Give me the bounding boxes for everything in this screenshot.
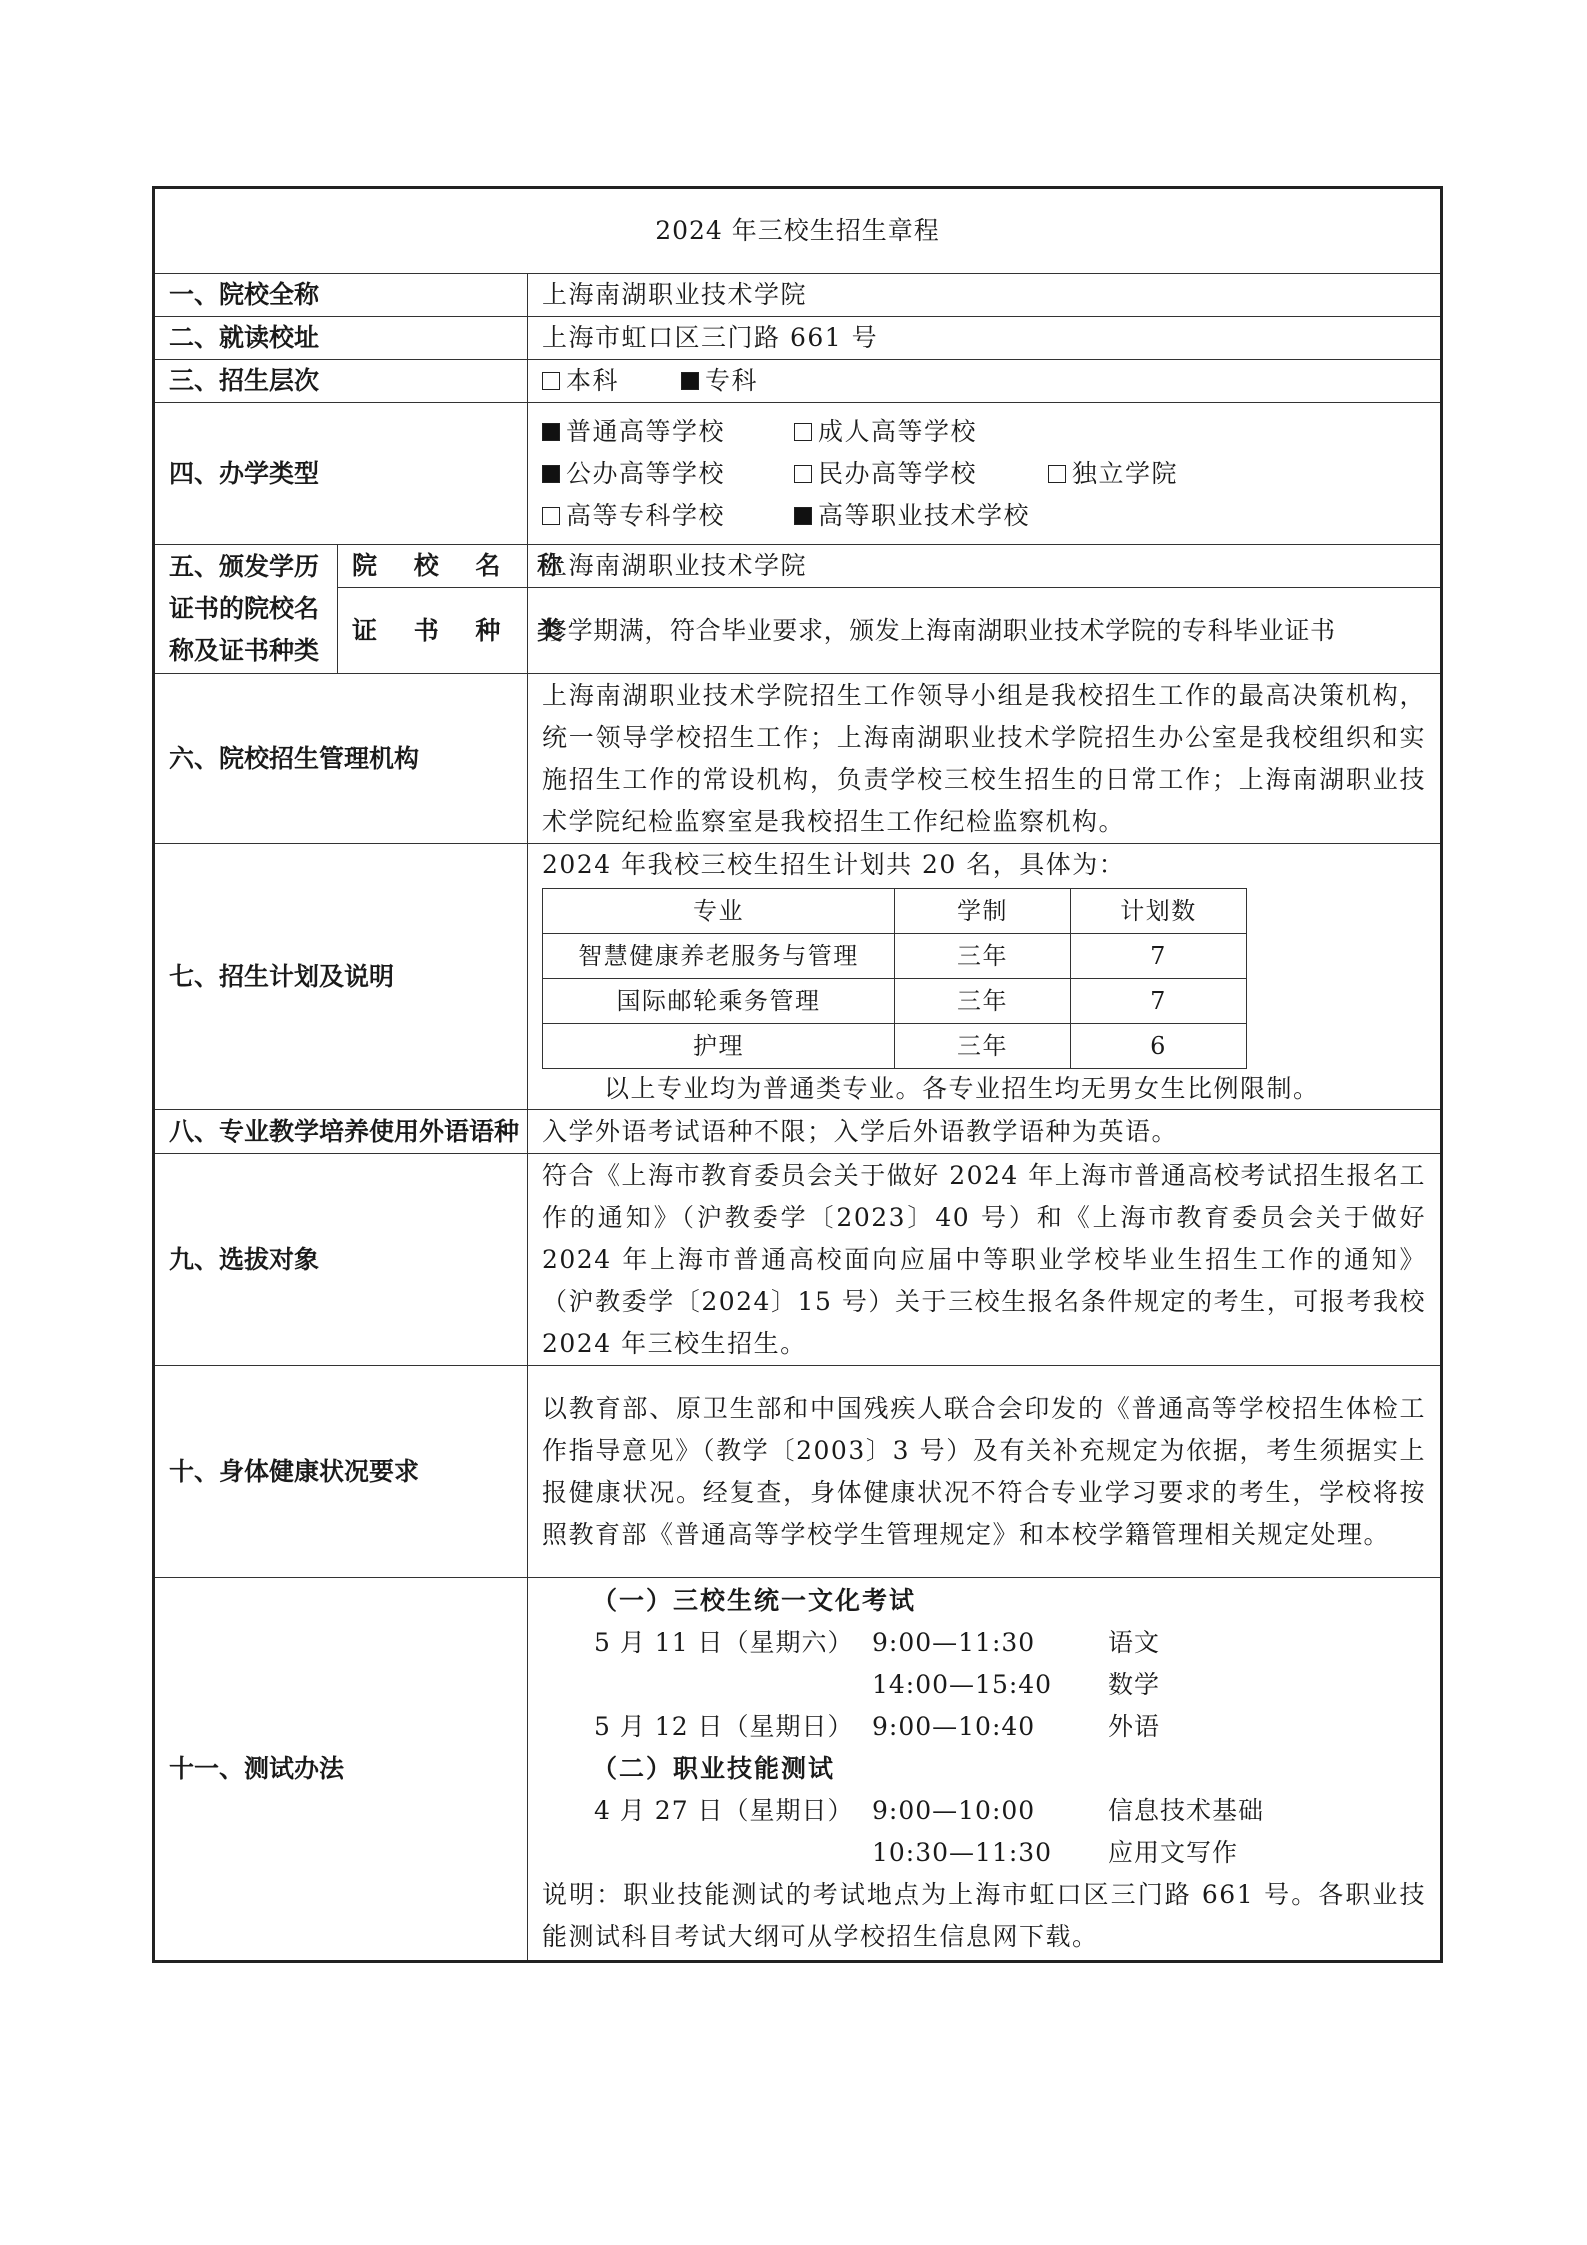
foreign-language-text: 入学外语考试语种不限；入学后外语教学语种为英语。: [528, 1110, 1442, 1154]
schedule-subject: 应用文写作: [1108, 1838, 1239, 1867]
health-requirement-text: 以教育部、原卫生部和中国残疾人联合会印发的《普通高等学校招生体检工作指导意见》（教学〔2003〕3 号）及有关补充规定为依据，考生须据实上报健康状况。经复查，身体健康状况不符合专业学习要求的考生，学校将按照教育部《普通高等学校学生管理规定》和本校学籍管理相关规定处理。: [528, 1366, 1442, 1578]
plan-count: 7: [1071, 934, 1247, 979]
checkbox-regular-higher: [542, 423, 560, 441]
option-vocational-college: [794, 495, 1030, 537]
row-label-test-method: 十一、测试办法: [154, 1578, 528, 1962]
plan-count: 7: [1071, 979, 1247, 1024]
page-title: 2024 年三校生招生章程: [154, 188, 1442, 274]
school-type-line-1: [542, 411, 1426, 453]
row-label-school-type: 四、办学类型: [154, 403, 528, 545]
schedule-subject: 数学: [1108, 1670, 1161, 1699]
plan-header-count: 计划数: [1071, 889, 1247, 934]
option-regular-higher: [542, 411, 794, 453]
checkbox-specialized-college: [542, 507, 560, 525]
enrollment-level-options: [528, 360, 1442, 403]
schedule-row: [542, 1790, 1426, 1832]
section-heading-skill-test: （二）职业技能测试: [592, 1754, 836, 1783]
selection-target-text: 符合《上海市教育委员会关于做好 2024 年上海市普通高校考试招生报名工作的通知》（沪教委学〔2023〕40 号）和《上海市教育委员会关于做好 2024 年上海市普通高校面向应届中等职业学校毕业生招生工作的通知》（沪教委学〔2024〕15 号）关于三校生报名条件规定的考生，可报考我校 2024 年三校生招生。: [528, 1154, 1442, 1366]
row-label-school-name: 一、院校全称: [154, 274, 528, 317]
admission-charter-page: [152, 186, 1440, 1963]
option-private-higher: [794, 453, 1048, 495]
option-label: 高等专科学校: [566, 500, 726, 530]
option-label: 公办高等学校: [566, 458, 726, 488]
plan-major: 护理: [543, 1024, 895, 1069]
option-junior-college: [681, 360, 758, 402]
row-label-enrollment-level: 三、招生层次: [154, 360, 528, 403]
certificate-school-name: 上海南湖职业技术学院: [528, 545, 1442, 588]
plan-major: 国际邮轮乘务管理: [543, 979, 895, 1024]
checkbox-undergraduate: [542, 372, 560, 390]
table-row: [543, 979, 1247, 1024]
section-heading-culture-exam: （一）三校生统一文化考试: [592, 1586, 917, 1615]
schedule-row: [542, 1664, 1426, 1706]
schedule-subject: 语文: [1108, 1628, 1161, 1657]
sub-label-school-name: 院 校 名 称: [338, 545, 528, 588]
row-label-health-requirement: 十、身体健康状况要求: [154, 1366, 528, 1578]
schedule-time: 9:00—10:00: [872, 1796, 1036, 1825]
option-label: 本科: [566, 366, 620, 395]
option-label: 独立学院: [1072, 458, 1179, 488]
option-label: 专科: [705, 366, 759, 395]
row-label-campus-address: 二、就读校址: [154, 317, 528, 360]
row-label-admission-office: 六、院校招生管理机构: [154, 674, 528, 844]
plan-years: 三年: [895, 979, 1071, 1024]
schedule-row: [542, 1706, 1426, 1748]
option-label: 高等职业技术学校: [818, 500, 1031, 530]
option-label: 普通高等学校: [566, 416, 726, 446]
admission-office-text: 上海南湖职业技术学院招生工作领导小组是我校招生工作的最高决策机构，统一领导学校招生工作；上海南湖职业技术学院招生办公室是我校组织和实施招生工作的常设机构，负责学校三校生招生的日常工作；上海南湖职业技术学院纪检监察室是我校招生工作纪检监察机构。: [528, 674, 1442, 844]
plan-table: [542, 888, 1247, 1069]
plan-header-row: [543, 889, 1247, 934]
certificate-type: 修学期满，符合毕业要求，颁发上海南湖职业技术学院的专科毕业证书: [528, 588, 1442, 674]
plan-years: 三年: [895, 934, 1071, 979]
plan-count: 6: [1071, 1024, 1247, 1069]
row-label-certificate: 五、颁发学历证书的院校名称及证书种类: [154, 545, 338, 674]
test-method-note: 说明：职业技能测试的考试地点为上海市虹口区三门路 661 号。各职业技能测试科目考试大纲可从学校招生信息网下载。: [542, 1880, 1427, 1951]
checkbox-junior-college: [681, 372, 699, 390]
school-type-line-3: [542, 495, 1426, 537]
row-label-enrollment-plan: 七、招生计划及说明: [154, 844, 528, 1110]
schedule-date: 5 月 11 日（星期六）: [594, 1628, 854, 1657]
schedule-date: 5 月 12 日（星期日）: [594, 1712, 854, 1741]
table-row: [543, 1024, 1247, 1069]
option-label: 成人高等学校: [818, 416, 978, 446]
checkbox-adult-higher: [794, 423, 812, 441]
school-type-line-2: [542, 453, 1426, 495]
table-row: [543, 934, 1247, 979]
schedule-date: 4 月 27 日（星期日）: [594, 1796, 854, 1825]
checkbox-public-higher: [542, 465, 560, 483]
schedule-row: [542, 1832, 1426, 1874]
row-label-selection-target: 九、选拔对象: [154, 1154, 528, 1366]
school-type-options: [528, 403, 1442, 545]
row-label-foreign-language: 八、专业教学培养使用外语语种: [154, 1110, 528, 1154]
schedule-time: 10:30—11:30: [872, 1838, 1053, 1867]
option-label: 民办高等学校: [818, 458, 978, 488]
enrollment-plan-cell: [528, 844, 1442, 1110]
plan-header-major: 专业: [543, 889, 895, 934]
schedule-time: 9:00—11:30: [872, 1628, 1036, 1657]
option-independent-college: [1048, 453, 1178, 495]
schedule-row: [542, 1622, 1426, 1664]
option-adult-higher: [794, 411, 977, 453]
plan-note: 以上专业均为普通类专业。各专业招生均无男女生比例限制。: [604, 1074, 1320, 1103]
sub-label-certificate-type: 证 书 种 类: [338, 588, 528, 674]
plan-header-years: 学制: [895, 889, 1071, 934]
option-specialized-college: [542, 495, 794, 537]
plan-intro: 2024 年我校三校生招生计划共 20 名，具体为：: [542, 850, 1126, 879]
checkbox-vocational-college: [794, 507, 812, 525]
schedule-subject: 信息技术基础: [1108, 1796, 1265, 1825]
school-full-name: 上海南湖职业技术学院: [528, 274, 1442, 317]
checkbox-private-higher: [794, 465, 812, 483]
plan-years: 三年: [895, 1024, 1071, 1069]
schedule-time: 9:00—10:40: [872, 1712, 1036, 1741]
campus-address: 上海市虹口区三门路 661 号: [528, 317, 1442, 360]
enrollment-level-line: [542, 360, 1426, 402]
option-public-higher: [542, 453, 794, 495]
test-method-cell: [528, 1578, 1442, 1962]
plan-major: 智慧健康养老服务与管理: [543, 934, 895, 979]
option-undergraduate: [542, 360, 619, 402]
schedule-time: 14:00—15:40: [872, 1670, 1053, 1699]
schedule-subject: 外语: [1108, 1712, 1161, 1741]
charter-table: [152, 186, 1443, 1963]
checkbox-independent-college: [1048, 465, 1066, 483]
